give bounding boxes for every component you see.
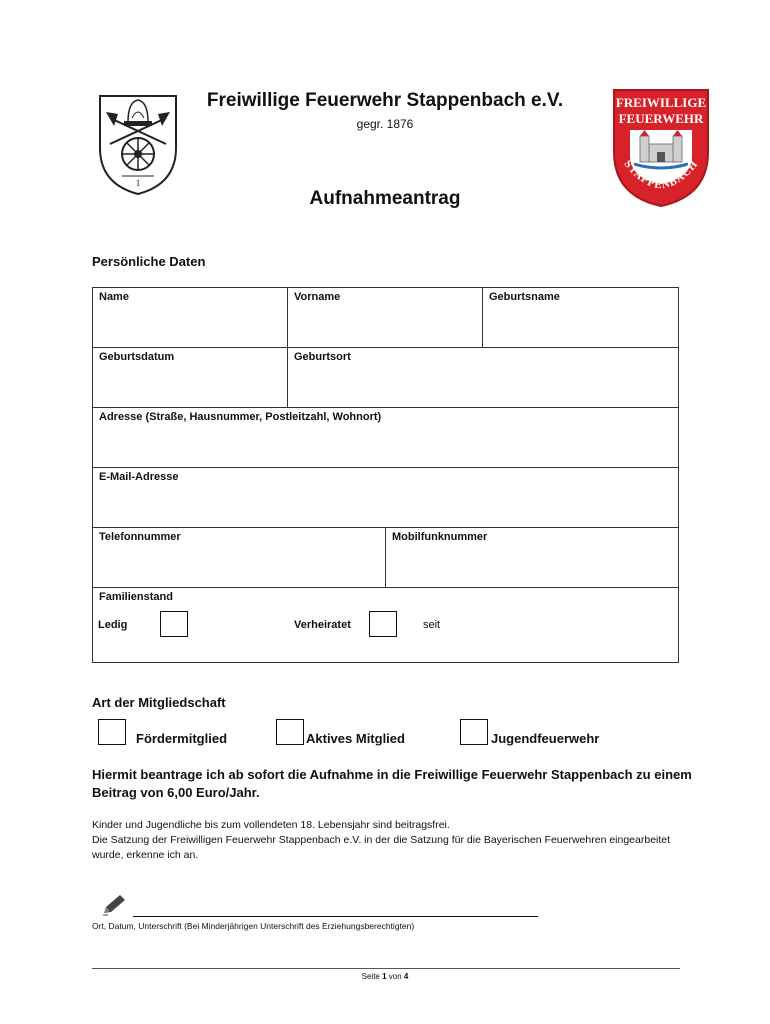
mobile-field[interactable] — [385, 527, 679, 588]
birth-date-label: Geburtsdatum — [99, 351, 175, 363]
form-title: Aufnahmeantrag — [309, 188, 461, 209]
phone-label: Telefonnummer — [99, 531, 181, 543]
section-heading-membership: Art der Mitgliedschaft — [92, 695, 226, 710]
badge-arc-text: STAPPENBACH — [621, 158, 701, 192]
address-field[interactable] — [92, 407, 679, 468]
birth-date-field[interactable] — [92, 347, 288, 408]
page-current: 1 — [382, 972, 387, 981]
marital-status-label: Familienstand — [99, 591, 173, 603]
married-since-label: seit — [423, 619, 441, 631]
info-text — [92, 818, 702, 863]
signature-line[interactable] — [133, 902, 538, 917]
info-line-statutes: Die Satzung der Freiwilligen Feuerwehr Stappenbach e.V. in der die Satzung für die Bayerischen Feuerwehren eingearbeitet wurde, erkenne ich an. — [92, 834, 671, 861]
birth-place-label: Geburtsort — [294, 351, 351, 363]
name-field[interactable] — [92, 287, 288, 348]
supporting-member-label: Fördermitglied — [136, 731, 228, 746]
page-prefix: Seite — [361, 972, 380, 981]
married-checkbox[interactable] — [369, 611, 397, 637]
badge-text-line1: FREIWILLIGE — [615, 95, 707, 110]
page-total: 4 — [403, 972, 409, 981]
first-name-label: Vorname — [294, 291, 341, 303]
email-label: E-Mail-Adresse — [99, 471, 179, 483]
pencil-icon — [100, 893, 128, 922]
active-member-label: Aktives Mitglied — [306, 731, 405, 746]
page-separator: von — [388, 972, 402, 981]
youth-fire-brigade-checkbox[interactable] — [460, 719, 488, 745]
single-checkbox[interactable] — [160, 611, 188, 637]
phone-field[interactable] — [92, 527, 386, 588]
badge-text-line2: FEUERWEHR — [618, 111, 704, 126]
supporting-member-checkbox[interactable] — [98, 719, 126, 745]
email-field[interactable] — [92, 467, 679, 528]
mobile-label: Mobilfunknummer — [392, 531, 488, 543]
organization-title: Freiwillige Feuerwehr Stappenbach e.V. — [206, 90, 564, 111]
birth-place-field[interactable] — [287, 347, 679, 408]
birth-name-field[interactable] — [482, 287, 679, 348]
page-number — [0, 972, 770, 981]
founded-year: gegr. 1876 — [356, 117, 414, 131]
name-label: Name — [99, 291, 129, 303]
active-member-checkbox[interactable] — [276, 719, 304, 745]
address-label: Adresse (Straße, Hausnummer, Postleitzahl, Wohnort) — [99, 411, 382, 423]
youth-fire-brigade-label: Jugendfeuerwehr — [491, 731, 600, 746]
emblem-numeral: 1 — [135, 178, 141, 188]
section-heading-personal: Persönliche Daten — [92, 254, 206, 269]
single-label: Ledig — [98, 619, 128, 631]
application-statement: Hiermit beantrage ich ab sofort die Aufnahme in die Freiwillige Feuerwehr Stappenbach zu einem Beitrag von 6,00 Euro/Jahr. — [92, 767, 692, 800]
info-line-minors: Kinder und Jugendliche bis zum vollendeten 18. Lebensjahr sind beitragsfrei. — [92, 819, 450, 831]
footer-divider — [92, 968, 680, 969]
signature-caption: Ort, Datum, Unterschrift (Bei Minderjährigen Unterschrift des Erziehungsberechtigten) — [92, 921, 415, 931]
married-label: Verheiratet — [294, 619, 351, 631]
birth-name-label: Geburtsname — [489, 291, 560, 303]
first-name-field[interactable] — [287, 287, 483, 348]
